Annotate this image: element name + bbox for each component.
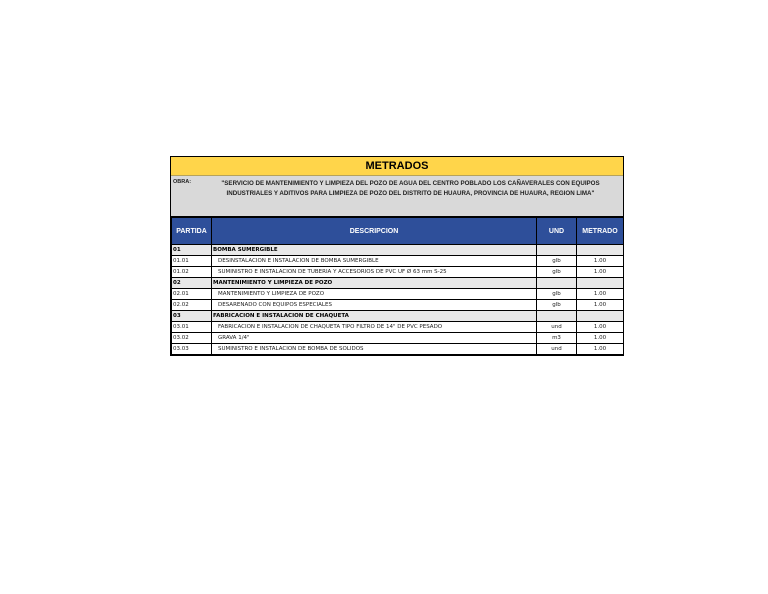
table-row [172,267,624,278]
row-und: und [537,344,577,355]
row-und: und [537,322,577,333]
table-row [172,289,624,300]
row-code: 02.01 [172,289,212,300]
row-desc: DESARENADO CON EQUIPOS ESPECIALES [212,300,537,311]
row-code: 01 [172,245,212,256]
obra-label: OBRA: [173,179,192,185]
table-row [172,245,624,256]
row-desc: GRAVA 1/4" [212,333,537,344]
row-metrado: 1.00 [577,322,624,333]
row-metrado [577,245,624,256]
row-desc: MANTENIMIENTO Y LIMPIEZA DE POZO [212,289,537,300]
row-und: glb [537,256,577,267]
row-code: 03 [172,311,212,322]
row-metrado: 1.00 [577,344,624,355]
row-metrado: 1.00 [577,333,624,344]
row-desc: SUMINISTRO E INSTALACION DE BOMBA DE SOLIDOS [212,344,537,355]
row-code: 03.02 [172,333,212,344]
table-row [172,300,624,311]
row-metrado [577,278,624,289]
table-row [172,256,624,267]
row-und [537,278,577,289]
row-und [537,245,577,256]
row-code: 03.01 [172,322,212,333]
header-partida: PARTIDA [172,218,212,245]
sheet-title: METRADOS [171,157,623,176]
row-und: glb [537,300,577,311]
row-und: glb [537,289,577,300]
table-row [172,344,624,355]
table-row [172,311,624,322]
row-desc: DESINSTALACION E INSTALACION DE BOMBA SUMERGIBLE [212,256,537,267]
row-desc: MANTENIMIENTO Y LIMPIEZA DE POZO [212,278,537,289]
row-metrado: 1.00 [577,256,624,267]
row-desc: BOMBA SUMERGIBLE [212,245,537,256]
row-metrado: 1.00 [577,267,624,278]
row-und: m3 [537,333,577,344]
metrados-sheet [170,156,624,356]
row-code: 01.02 [172,267,212,278]
row-desc: FABRICACION E INSTALACION DE CHAQUETA [212,311,537,322]
metrados-table [171,217,624,355]
row-metrado: 1.00 [577,300,624,311]
row-und: glb [537,267,577,278]
row-und [537,311,577,322]
obra-description: "SERVICIO DE MANTENIMIENTO Y LIMPIEZA DEL POZO DE AGUA DEL CENTRO POBLADO LOS CAÑAVERALES CON EQUIPOS INDUSTRIALES Y ADITIVOS PARA LIMPIEZA DE POZO DEL DISTRITO DE HUAURA, PROVINCIA DE HUAURA, REGION LIMA" [221,180,600,197]
row-code: 01.01 [172,256,212,267]
row-code: 02.02 [172,300,212,311]
row-metrado: 1.00 [577,289,624,300]
obra-block [171,176,623,217]
row-desc: FABRICACION E INSTALACION DE CHAQUETA TIPO FILTRO DE 14" DE PVC PESADO [212,322,537,333]
table-row [172,322,624,333]
row-desc: SUMINISTRO E INSTALACION DE TUBERIA Y ACCESORIOS DE PVC UF Ø 63 mm S-25 [212,267,537,278]
header-und: UND [537,218,577,245]
row-code: 02 [172,278,212,289]
row-code: 03.03 [172,344,212,355]
header-descripcion: DESCRIPCION [212,218,537,245]
row-metrado [577,311,624,322]
table-row [172,333,624,344]
table-header-row [172,218,624,245]
table-row [172,278,624,289]
header-metrado: METRADO [577,218,624,245]
